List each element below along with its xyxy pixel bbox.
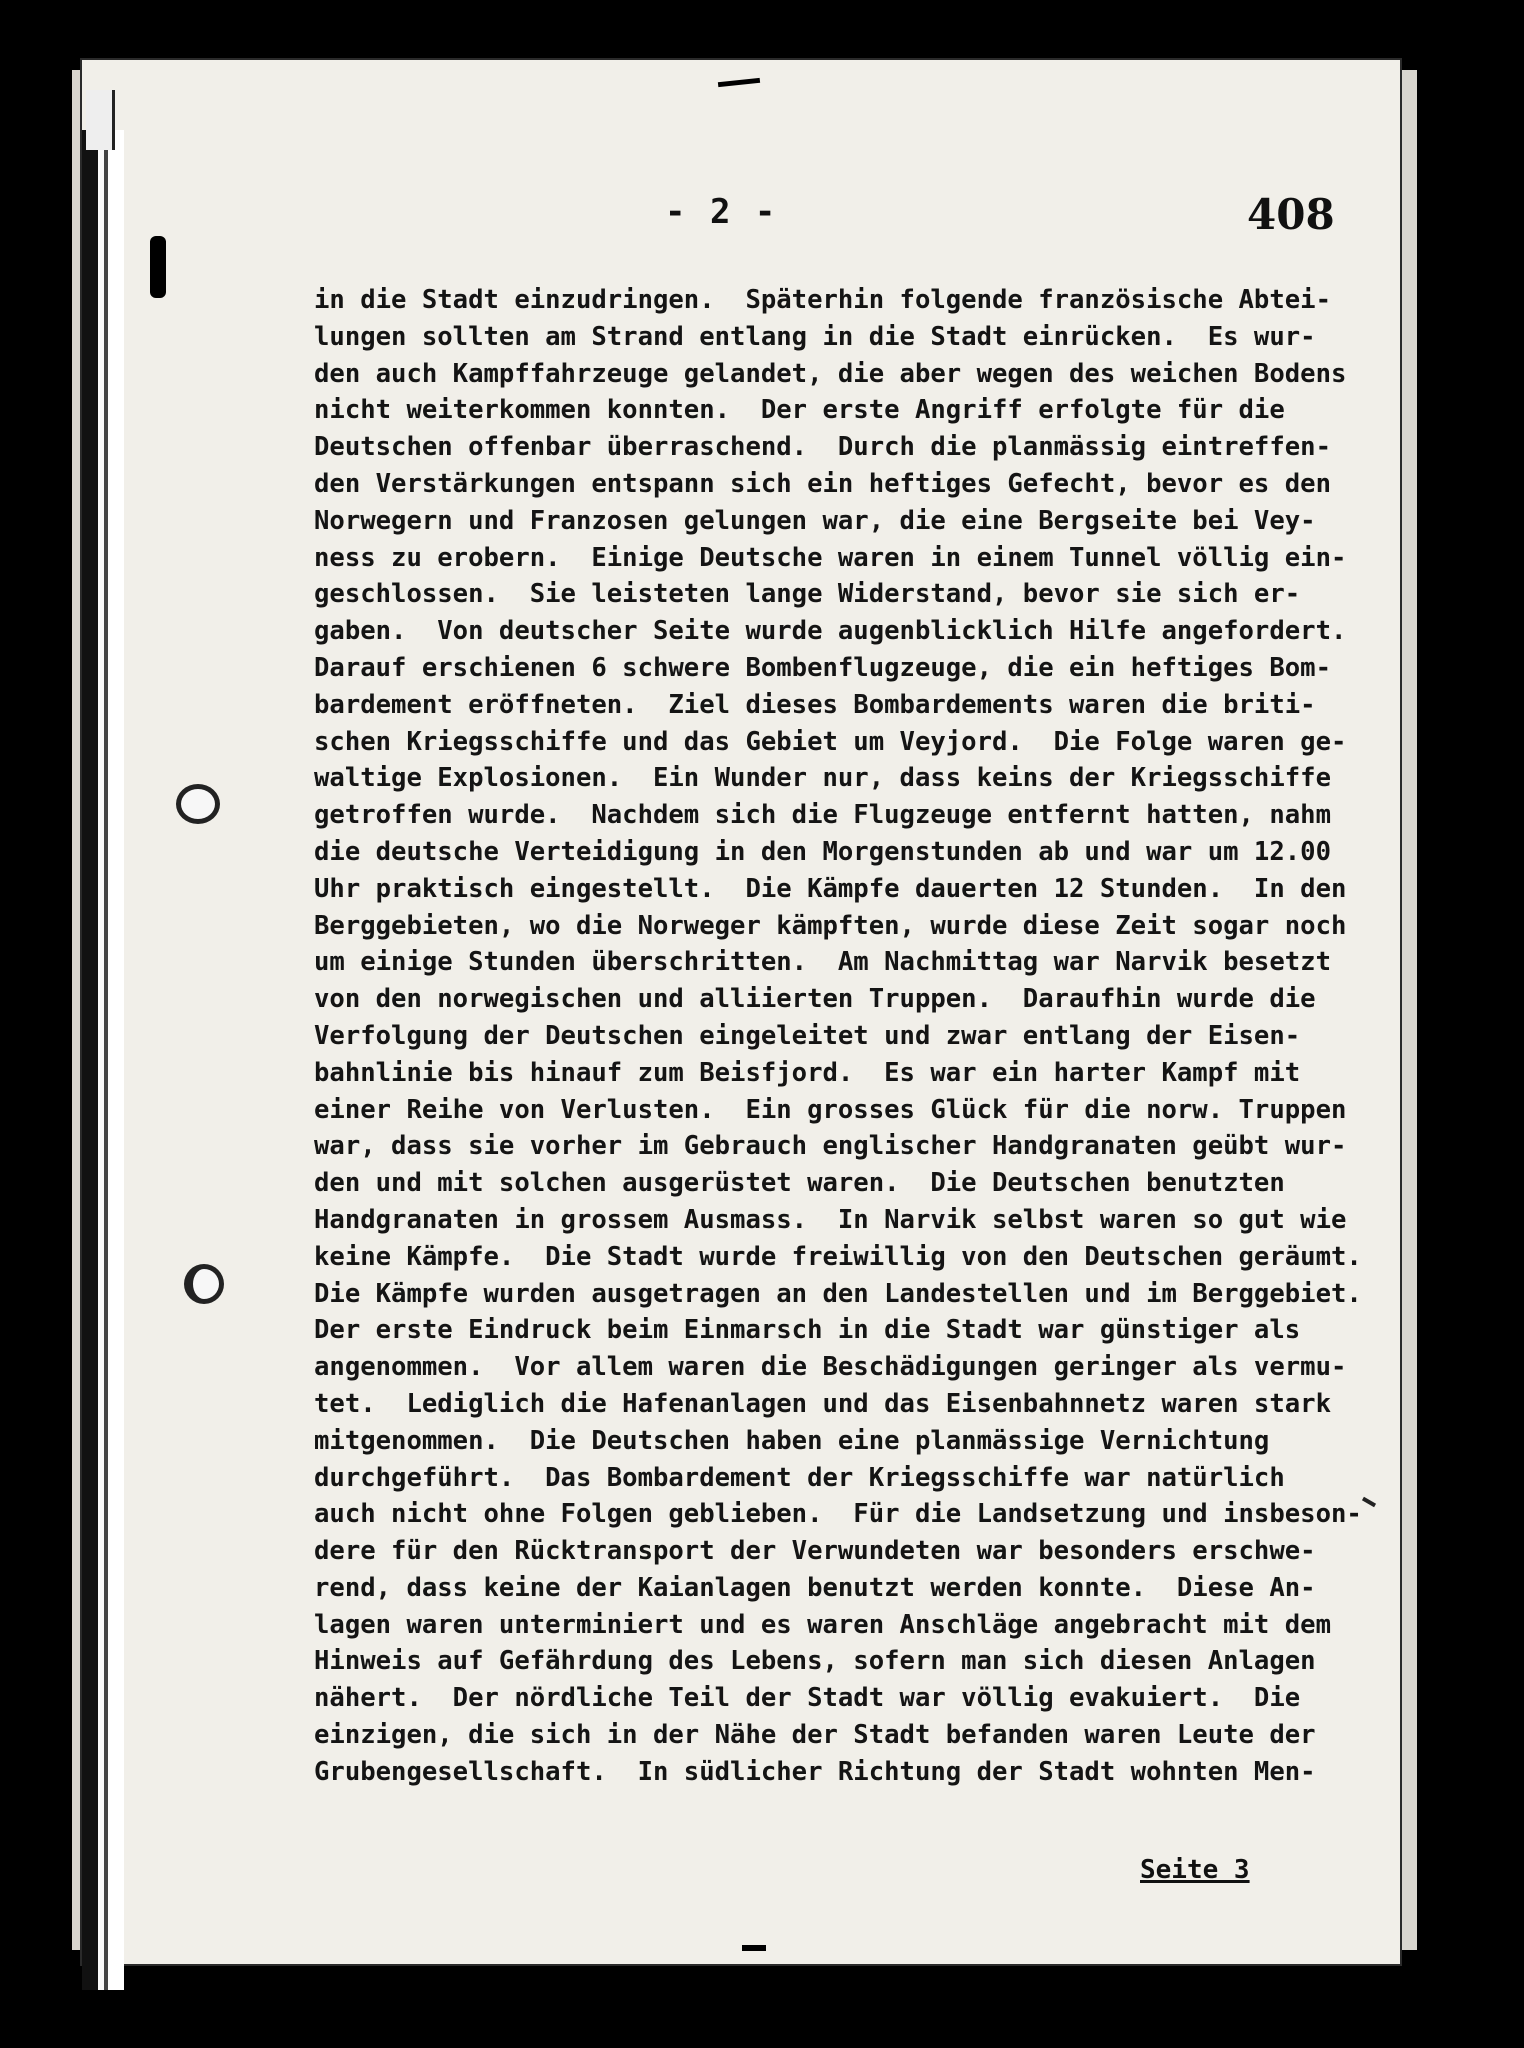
text-line: Grubengesellschaft. In südlicher Richtung der Stadt wohnten Men-: [314, 1756, 1316, 1787]
text-line: war, dass sie vorher im Gebrauch englischer Handgranaten geübt wur-: [314, 1131, 1347, 1162]
text-line: bardement eröffneten. Ziel dieses Bombardements waren die briti-: [314, 689, 1316, 720]
text-line: rend, dass keine der Kaianlagen benutzt werden konnte. Diese An-: [314, 1572, 1316, 1603]
left-ink-mark: [150, 236, 166, 298]
text-line: tet. Lediglich die Hafenanlagen und das Eisenbahnnetz waren stark: [314, 1388, 1331, 1419]
text-line: Hinweis auf Gefährdung des Lebens, sofern man sich diesen Anlagen: [314, 1646, 1316, 1677]
text-line: angenommen. Vor allem waren die Beschädigungen geringer als vermu-: [314, 1352, 1347, 1383]
text-line: mitgenommen. Die Deutschen haben eine planmässige Vernichtung: [314, 1425, 1270, 1456]
text-line: Darauf erschienen 6 schwere Bombenflugzeuge, die ein heftiges Bom-: [314, 652, 1331, 683]
page-marker: - 2 -: [665, 192, 778, 232]
text-line: lungen sollten am Strand entlang in die Stadt einrücken. Es wur-: [314, 321, 1316, 352]
text-line: Norwegern und Franzosen gelungen war, die eine Bergseite bei Vey-: [314, 505, 1316, 536]
text-line: gaben. Von deutscher Seite wurde augenblicklich Hilfe angefordert.: [314, 616, 1347, 647]
text-line: Der erste Eindruck beim Einmarsch in die Stadt war günstiger als: [314, 1315, 1301, 1346]
text-line: einer Reihe von Verlusten. Ein grosses Glück für die norw. Truppen: [314, 1094, 1347, 1125]
text-line: von den norwegischen und alliierten Truppen. Daraufhin wurde die: [314, 984, 1316, 1015]
text-line: die deutsche Verteidigung in den Morgenstunden ab und war um 12.00: [314, 836, 1331, 867]
text-line: dere für den Rücktransport der Verwundeten war besonders erschwe-: [314, 1536, 1316, 1567]
text-line: ness zu erobern. Einige Deutsche waren in einem Tunnel völlig ein-: [314, 542, 1347, 573]
binding-edge-top: [86, 90, 115, 150]
text-line: Die Kämpfe wurden ausgetragen an den Landestellen und im Berggebiet.: [314, 1278, 1362, 1309]
text-line: geschlossen. Sie leisteten lange Widerstand, bevor sie sich er-: [314, 579, 1301, 610]
bottom-pen-mark: [742, 1945, 766, 1951]
continuation-note: Seite 3: [1140, 1855, 1250, 1885]
text-line: Berggebieten, wo die Norweger kämpften, wurde diese Zeit sogar noch: [314, 910, 1347, 941]
punch-hole-lower: [184, 1264, 224, 1304]
text-line: den Verstärkungen entspann sich ein heftiges Gefecht, bevor es den: [314, 468, 1331, 499]
text-line: Uhr praktisch eingestellt. Die Kämpfe dauerten 12 Stunden. In den: [314, 873, 1347, 904]
text-line: durchgeführt. Das Bombardement der Kriegsschiffe war natürlich: [314, 1462, 1285, 1493]
sheet-number: 408: [1247, 190, 1335, 239]
text-line: nicht weiterkommen konnten. Der erste Angriff erfolgte für die: [314, 395, 1285, 426]
text-line: lagen waren unterminiert und es waren Anschläge angebracht mit dem: [314, 1609, 1331, 1640]
text-line: einzigen, die sich in der Nähe der Stadt befanden waren Leute der: [314, 1720, 1316, 1751]
text-line: keine Kämpfe. Die Stadt wurde freiwillig von den Deutschen geräumt.: [314, 1241, 1362, 1272]
text-line: den und mit solchen ausgerüstet waren. Die Deutschen benutzten: [314, 1168, 1285, 1199]
text-line: den auch Kampffahrzeuge gelandet, die aber wegen des weichen Bodens: [314, 358, 1347, 389]
text-line: bahnlinie bis hinauf zum Beisfjord. Es war ein harter Kampf mit: [314, 1057, 1301, 1088]
document-body: [314, 282, 1386, 1791]
text-line: in die Stadt einzudringen. Späterhin folgende französische Abtei-: [314, 285, 1331, 315]
text-line: um einige Stunden überschritten. Am Nachmittag war Narvik besetzt: [314, 947, 1331, 978]
text-line: getroffen wurde. Nachdem sich die Flugzeuge entfernt hatten, nahm: [314, 800, 1331, 831]
text-line: Deutschen offenbar überraschend. Durch die planmässig eintreffen-: [314, 432, 1331, 463]
text-line: waltige Explosionen. Ein Wunder nur, dass keins der Kriegsschiffe: [314, 763, 1331, 794]
text-line: nähert. Der nördliche Teil der Stadt war völlig evakuiert. Die: [314, 1683, 1301, 1714]
binding-edge: [82, 130, 124, 1990]
text-line: Verfolgung der Deutschen eingeleitet und zwar entlang der Eisen-: [314, 1020, 1301, 1051]
text-line: auch nicht ohne Folgen geblieben. Für die Landsetzung und insbeson-: [314, 1499, 1362, 1530]
text-line: Handgranaten in grossem Ausmass. In Narvik selbst waren so gut wie: [314, 1204, 1347, 1235]
punch-hole-upper: [176, 784, 220, 824]
text-line: schen Kriegsschiffe und das Gebiet um Veyjord. Die Folge waren ge-: [314, 726, 1347, 757]
